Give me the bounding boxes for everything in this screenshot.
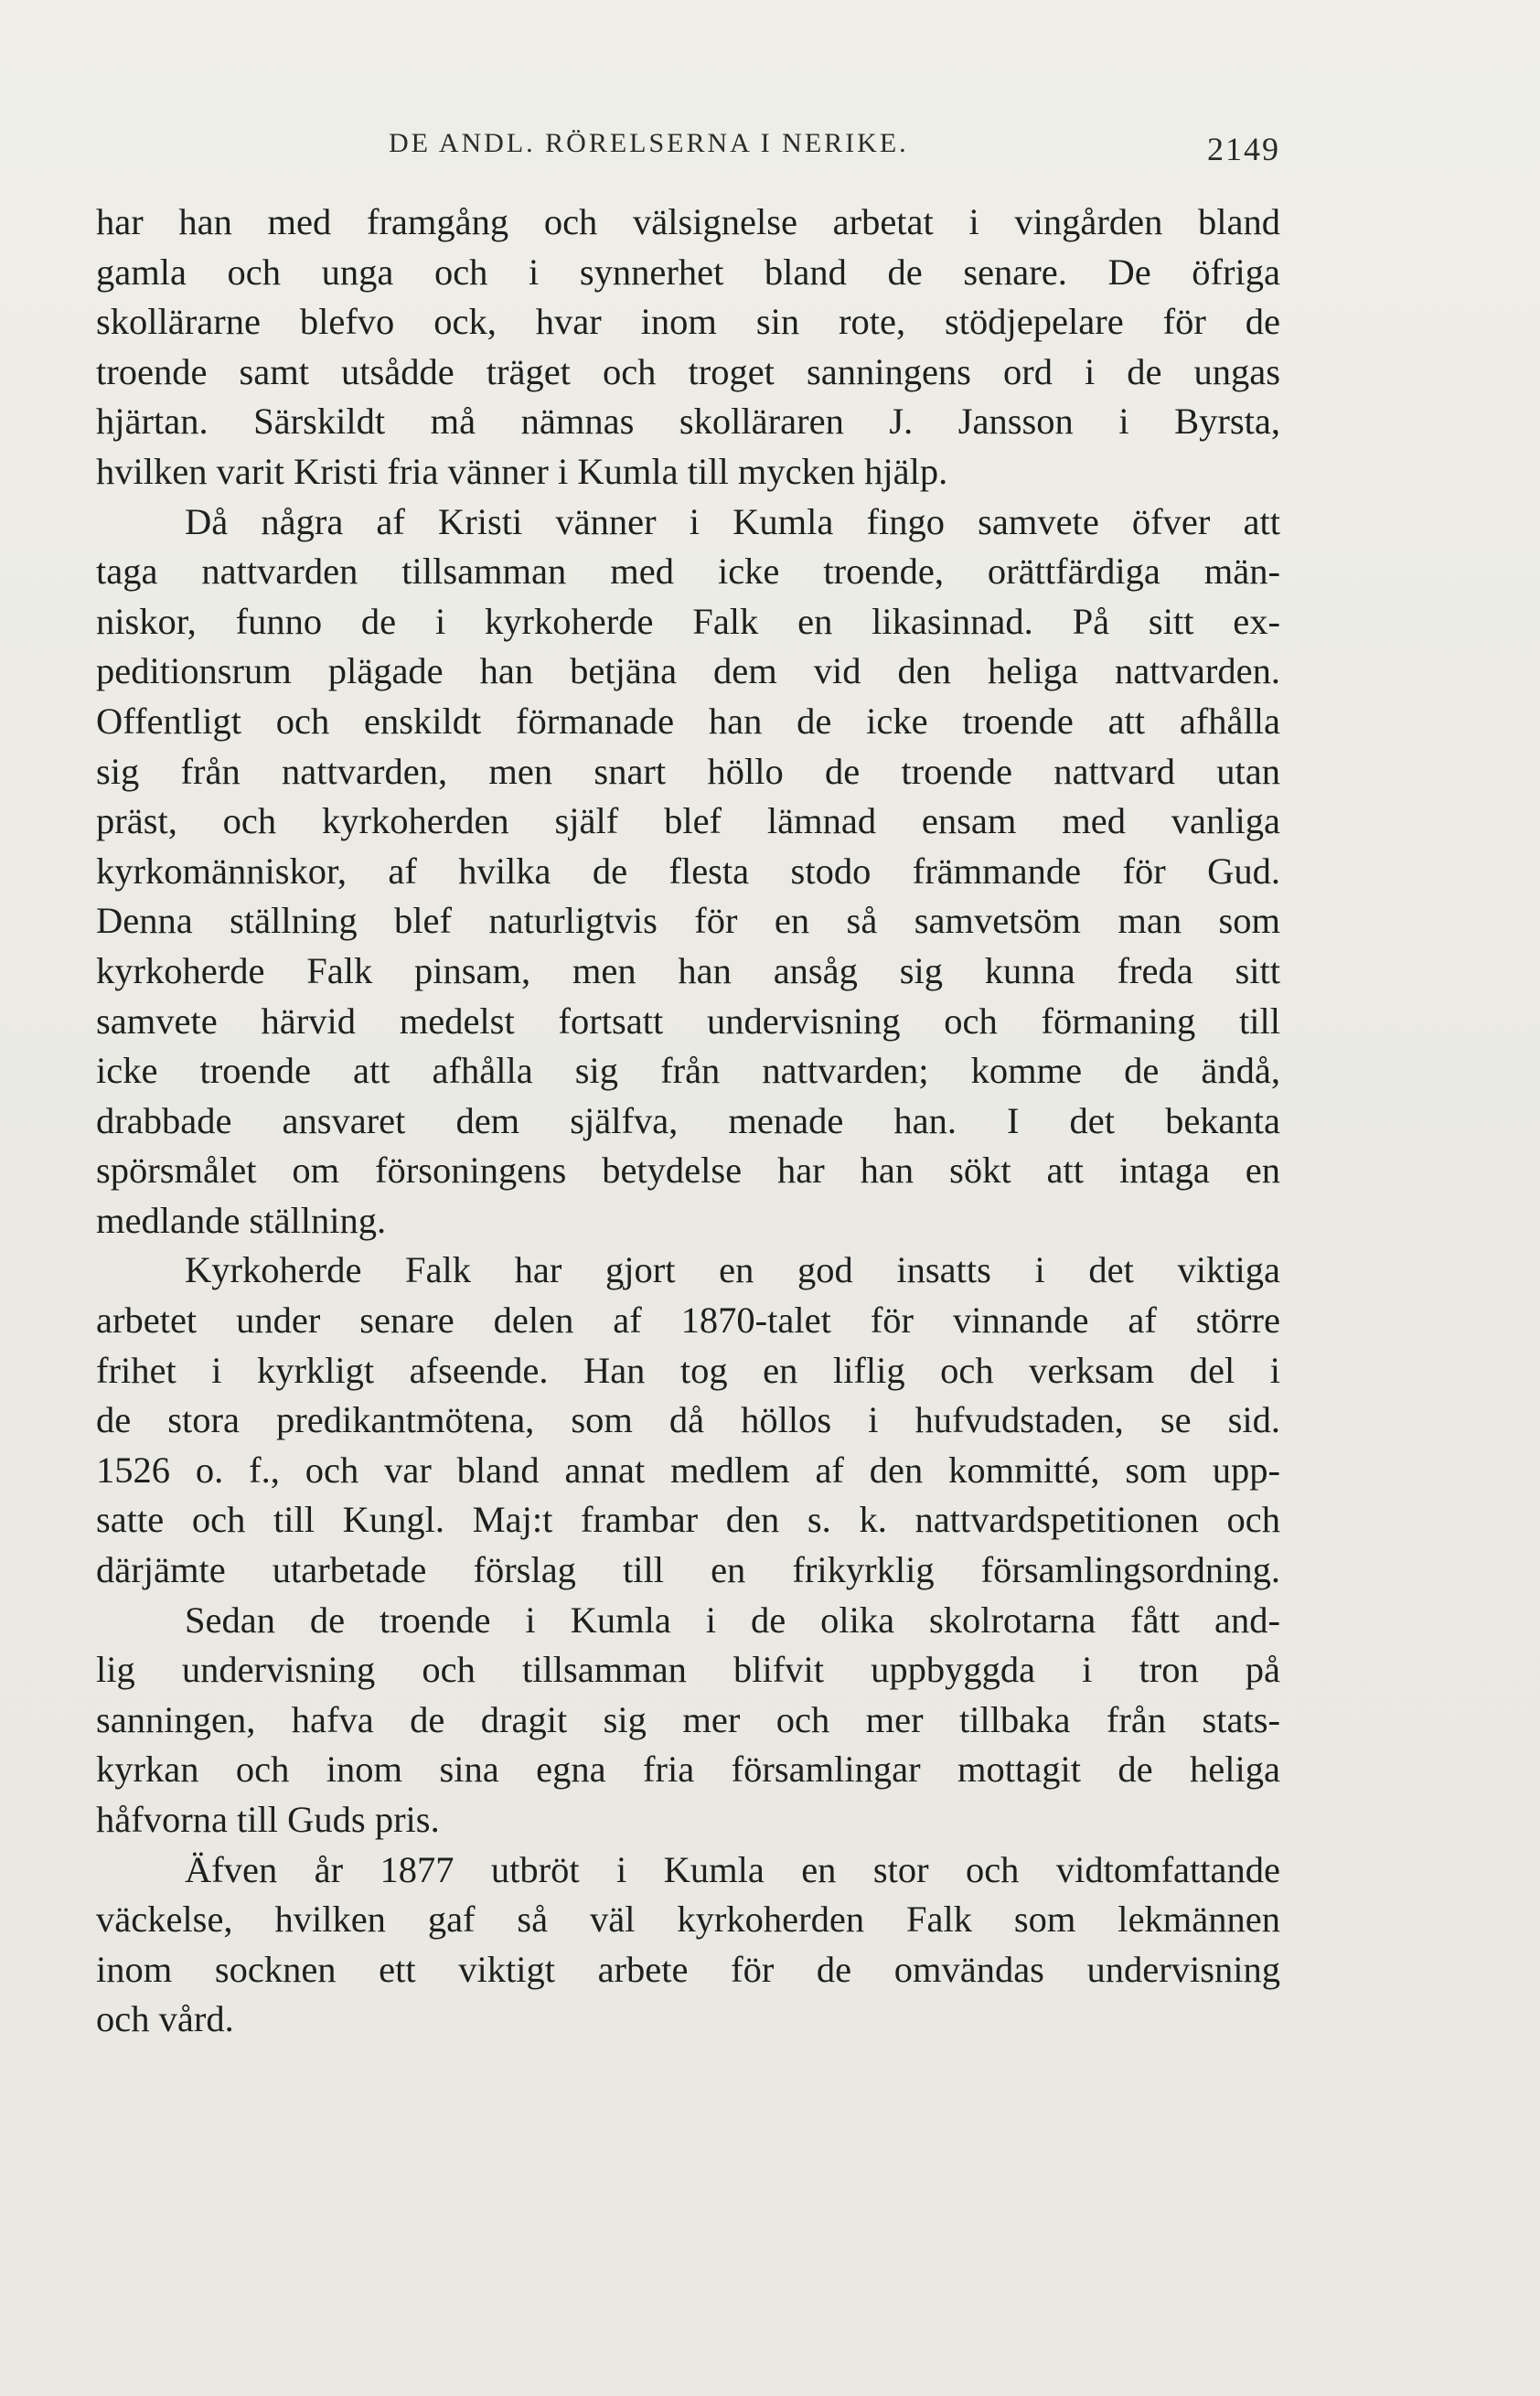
text-line: håfvorna till Guds pris. [96, 1799, 440, 1840]
text-line: kyrkan och inom sina egna fria församlingar mottagit de heliga [96, 1749, 1280, 1791]
text-line: samvete härvid medelst fortsatt undervisning och förmaning till [96, 1000, 1280, 1042]
body-text [96, 198, 1280, 2045]
text-line: icke troende att afhålla sig från nattvarden; komme de ändå, [96, 1050, 1280, 1092]
text-line: spörsmålet om försoningens betydelse har han sökt att intaga en [96, 1150, 1280, 1192]
text-line: Sedan de troende i Kumla i de olika skolrotarna fått and- [185, 1599, 1280, 1641]
text-line: sanningen, hafva de dragit sig mer och mer tillbaka från stats- [96, 1698, 1280, 1740]
paragraph-1 [96, 198, 1280, 497]
paragraph-4 [96, 1596, 1280, 1845]
text-line: drabbade ansvaret dem själfva, menade han. I det bekanta [96, 1099, 1280, 1141]
text-line: hjärtan. Särskildt må nämnas skolläraren J. Jansson i Byrsta, [96, 401, 1280, 443]
text-line: Denna ställning blef naturligtvis för en så samvetsöm man som [96, 900, 1280, 942]
paragraph-3 [96, 1246, 1280, 1595]
text-line: satte och till Kungl. Maj:t frambar den s. k. nattvardspetitionen och [96, 1499, 1280, 1541]
text-line: skollärarne blefvo ock, hvar inom sin rote, stödjepelare för de [96, 301, 1280, 343]
text-line: niskor, funno de i kyrkoherde Falk en likasinnad. På sitt ex- [96, 600, 1280, 642]
text-line: väckelse, hvilken gaf så väl kyrkoherden Falk som lekmännen [96, 1899, 1280, 1941]
paragraph-2 [96, 497, 1280, 1246]
text-line: kyrkomänniskor, af hvilka de flesta stodo främmande för Gud. [96, 850, 1280, 892]
running-head [96, 128, 1280, 174]
text-line: kyrkoherde Falk pinsam, men han ansåg sig kunna freda sitt [96, 949, 1280, 991]
text-line: Då några af Kristi vänner i Kumla fingo samvete öfver att [185, 500, 1280, 542]
running-head-title: DE ANDL. RÖRELSERNA I NERIKE. [389, 128, 909, 158]
text-line: medlande ställning. [96, 1199, 387, 1241]
text-line: Äfven år 1877 utbröt i Kumla en stor och vidtomfattande [185, 1848, 1280, 1890]
text-line: troende samt utsådde träget och troget sanningens ord i de ungas [96, 350, 1280, 392]
text-line: gamla och unga och i synnerhet bland de senare. De öfriga [96, 251, 1280, 293]
text-line: har han med framgång och välsignelse arbetat i vingården bland [96, 201, 1280, 242]
text-line: frihet i kyrkligt afseende. Han tog en liflig och verksam del i [96, 1349, 1280, 1391]
text-line: taga nattvarden tillsamman med icke troende, orättfärdiga män- [96, 551, 1280, 593]
text-line: sig från nattvarden, men snart höllo de troende nattvard utan [96, 750, 1280, 792]
text-line: hvilken varit Kristi fria vänner i Kumla till mycken hjälp. [96, 450, 948, 492]
text-line: och vård. [96, 1998, 234, 2040]
text-line: 1526 o. f., och var bland annat medlem af den kommitté, som upp- [96, 1449, 1280, 1491]
text-line: därjämte utarbetade förslag till en frikyrklig församlingsordning. [96, 1549, 1280, 1591]
text-line: peditionsrum plägade han betjäna dem vid den heliga nattvarden. [96, 650, 1280, 692]
page-number: 2149 [1207, 131, 1280, 167]
text-line: präst, och kyrkoherden själf blef lämnad ensam med vanliga [96, 800, 1280, 842]
text-line: arbetet under senare delen af 1870-talet för vinnande af större [96, 1300, 1280, 1342]
text-line: lig undervisning och tillsamman blifvit uppbyggda i tron på [96, 1649, 1280, 1691]
paragraph-5 [96, 1845, 1280, 2045]
text-line: Kyrkoherde Falk har gjort en god insatts i det viktiga [185, 1249, 1280, 1291]
text-line: inom socknen ett viktigt arbete för de omvändas undervisning [96, 1948, 1280, 1990]
text-line: Offentligt och enskildt förmanade han de icke troende att afhålla [96, 700, 1280, 742]
text-line: de stora predikantmötena, som då höllos i hufvudstaden, se sid. [96, 1399, 1280, 1441]
